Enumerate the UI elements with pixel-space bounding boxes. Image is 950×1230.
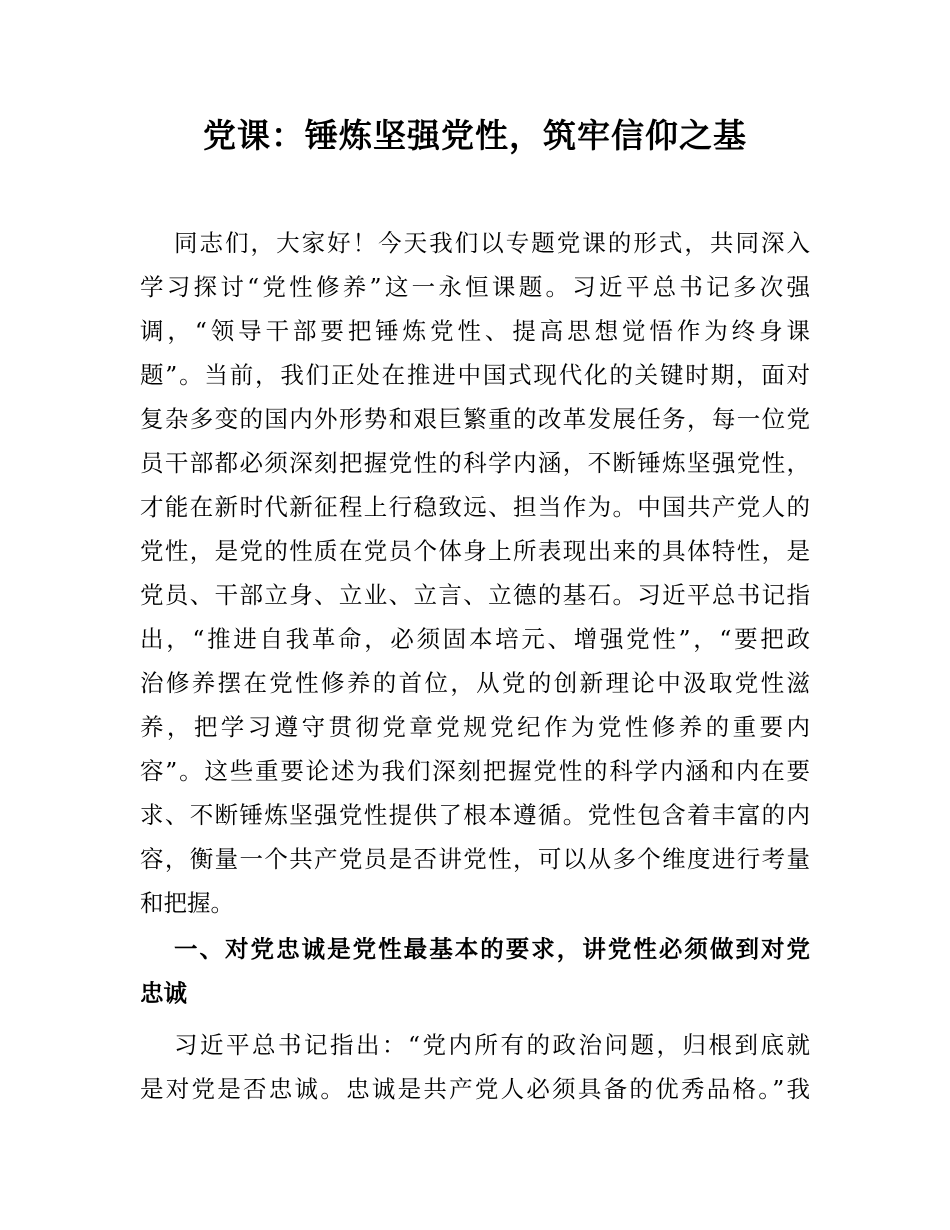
intro-line-7: 才能在新时代新征程上行稳致远、担当作为。中国共产党人的 — [140, 493, 810, 521]
intro-line-10: 出，“推进自我革命，必须固本培元、增强党性”，“要把政 — [140, 625, 810, 653]
intro-line-3: 调，“领导干部要把锤炼党性、提高思想觉悟作为终身课 — [140, 317, 810, 345]
intro-line-11: 治修养摆在党性修养的首位，从党的创新理论中汲取党性滋 — [140, 669, 810, 697]
intro-line-6: 员干部都必须深刻把握党性的科学内涵，不断锤炼坚强党性， — [140, 449, 810, 477]
section-1-heading-line-1: 一、对党忠诚是党性最基本的要求，讲党性必须做到对党 — [174, 935, 810, 963]
intro-line-12: 养，把学习遵守贯彻党章党规党纪作为党性修养的重要内 — [140, 713, 810, 741]
intro-line-15: 容，衡量一个共产党员是否讲党性，可以从多个维度进行考量 — [140, 845, 810, 873]
intro-line-8: 党性，是党的性质在党员个体身上所表现出来的具体特性，是 — [140, 537, 810, 565]
section-1-heading-line-2: 忠诚 — [140, 979, 187, 1007]
document-title: 党课：锤炼坚强党性，筑牢信仰之基 — [203, 116, 747, 155]
intro-line-2: 学习探讨“党性修养”这一永恒课题。习近平总书记多次强 — [140, 273, 810, 301]
intro-line-16: 和把握。 — [140, 889, 234, 917]
intro-line-14: 求、不断锤炼坚强党性提供了根本遵循。党性包含着丰富的内 — [140, 801, 810, 829]
intro-line-5: 复杂多变的国内外形势和艰巨繁重的改革发展任务，每一位党 — [140, 405, 810, 433]
intro-line-4: 题”。当前，我们正处在推进中国式现代化的关键时期，面对 — [140, 361, 810, 389]
section-1-body-line-1: 习近平总书记指出：“党内所有的政治问题，归根到底就 — [174, 1031, 810, 1059]
intro-line-13: 容”。这些重要论述为我们深刻把握党性的科学内涵和内在要 — [140, 757, 810, 785]
intro-line-9: 党员、干部立身、立业、立言、立德的基石。习近平总书记指 — [140, 581, 810, 609]
intro-line-1: 同志们，大家好！今天我们以专题党课的形式，共同深入 — [174, 229, 810, 257]
section-1-body-line-2: 是对党是否忠诚。忠诚是共产党人必须具备的优秀品格。”我 — [140, 1075, 810, 1103]
